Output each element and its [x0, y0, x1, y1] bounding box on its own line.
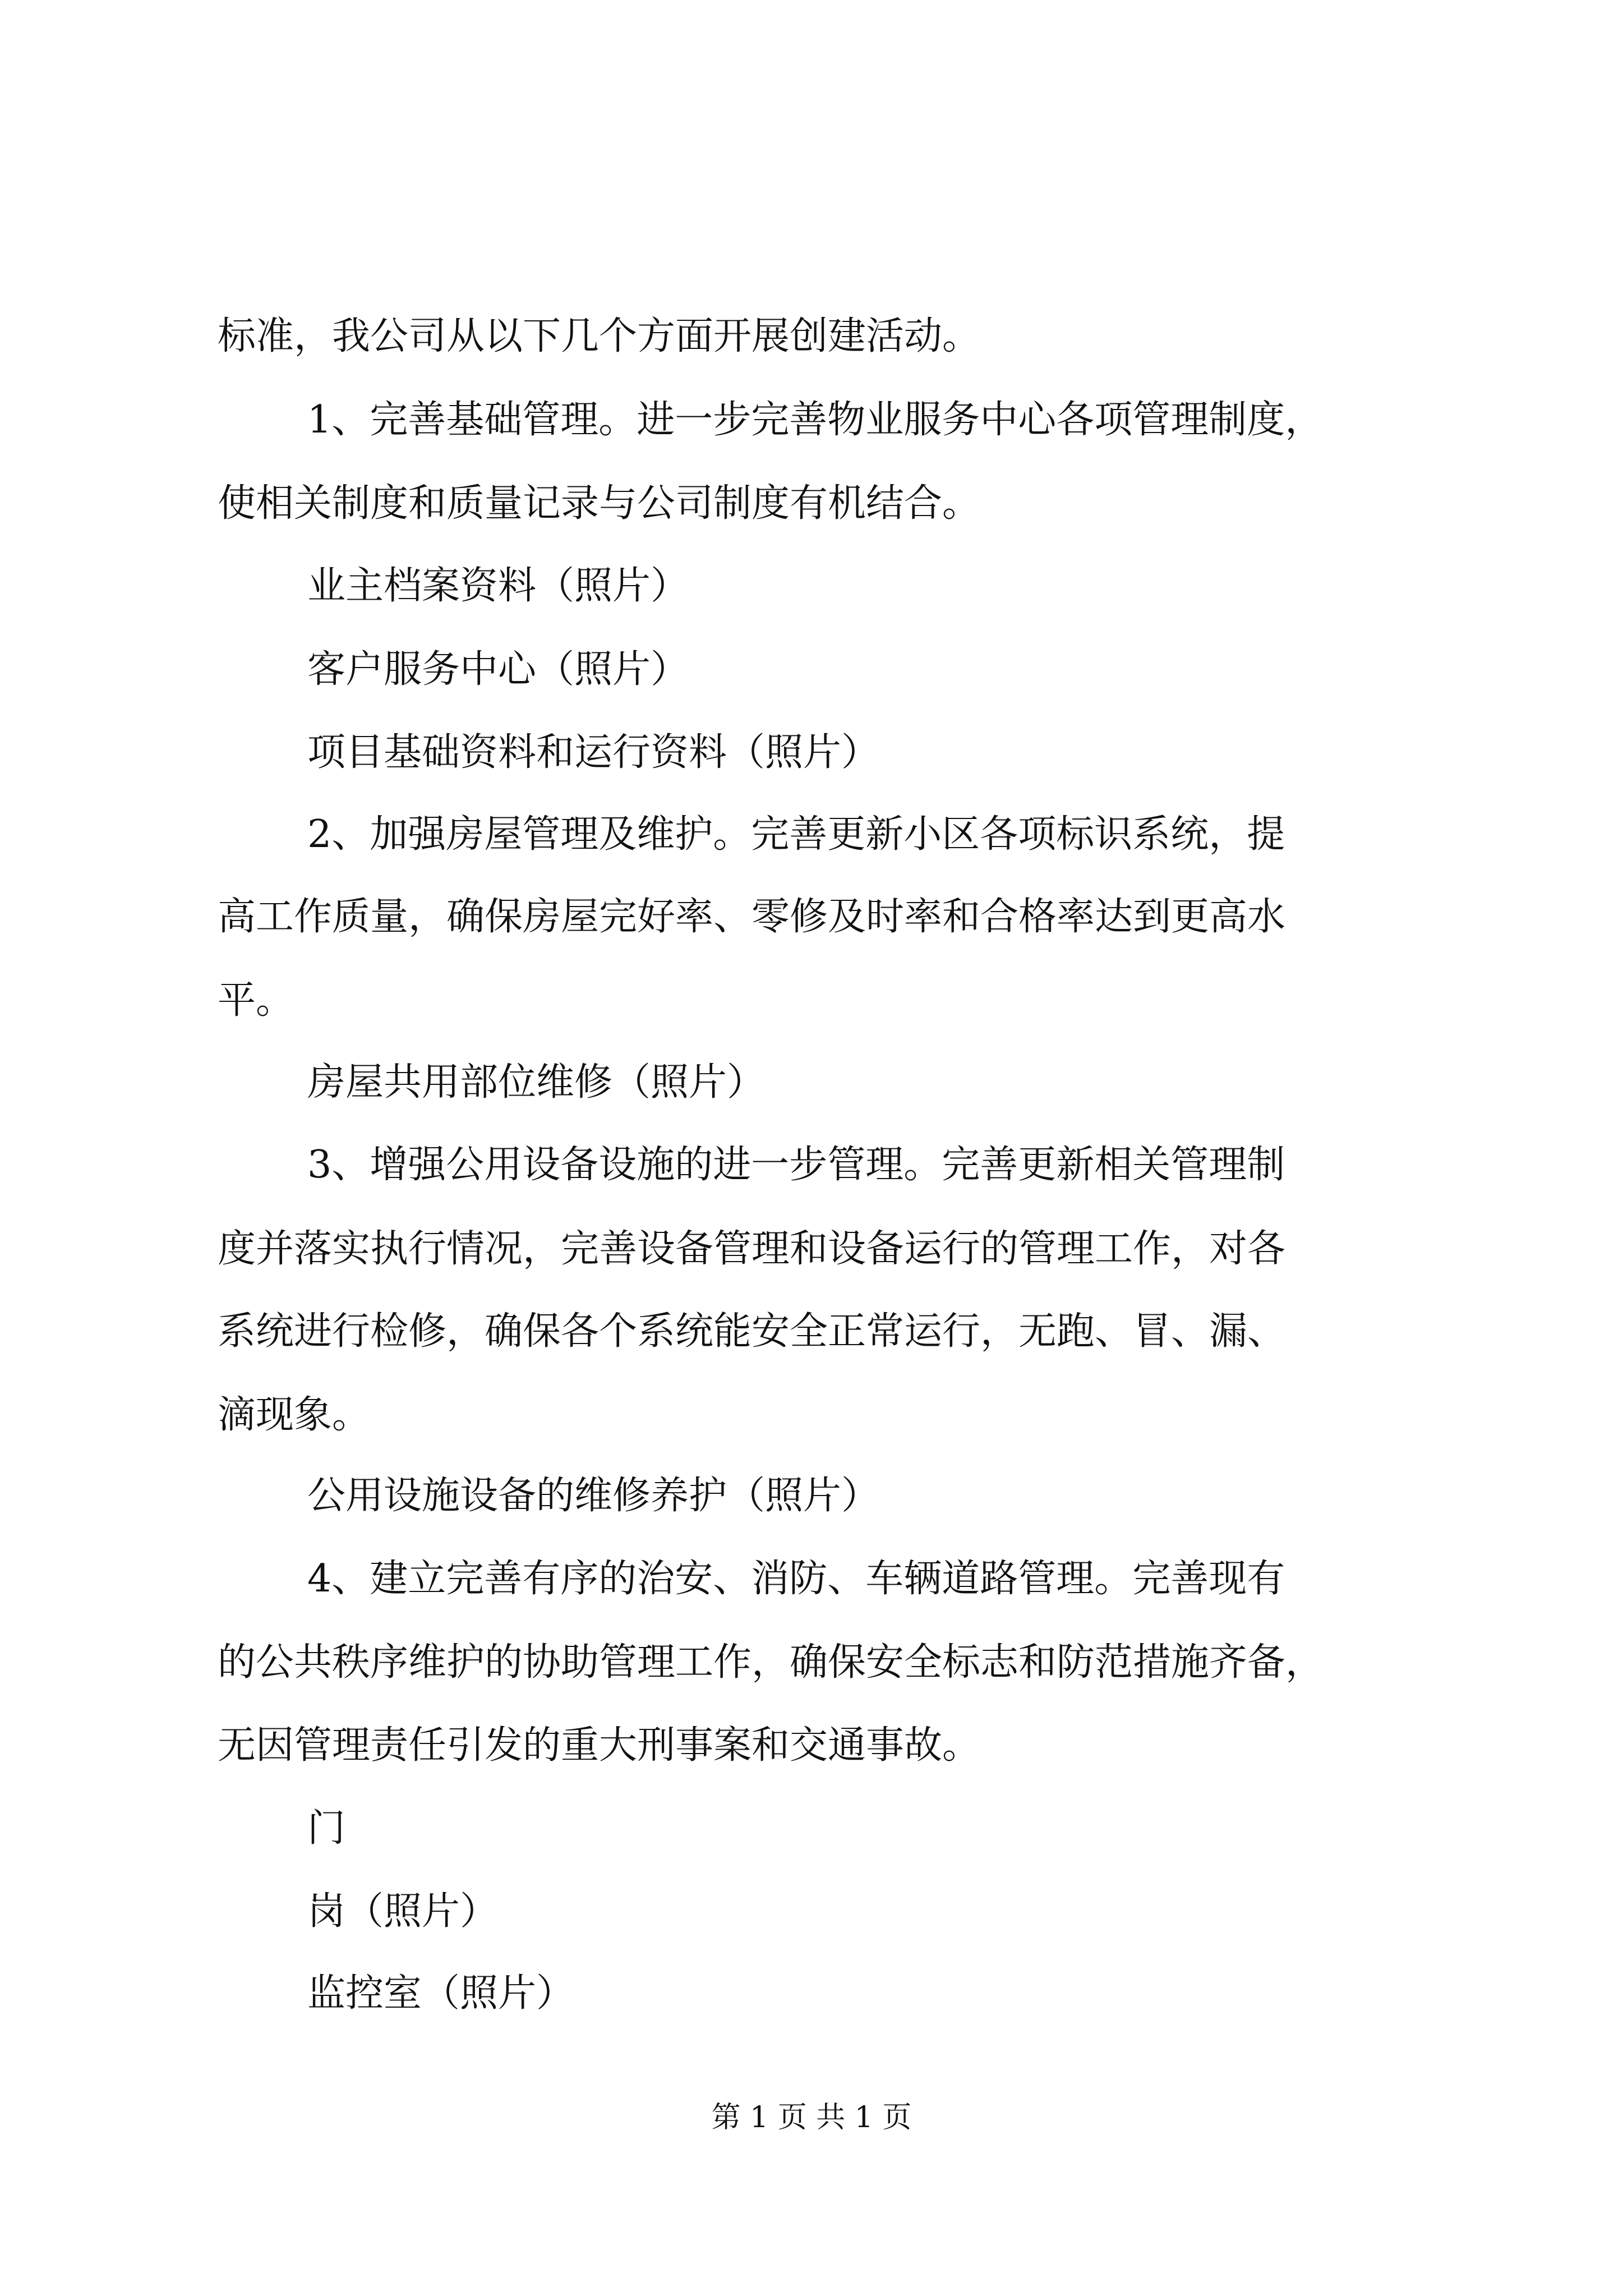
- text-line: 公用设施设备的维修养护（照片）: [307, 1474, 880, 1518]
- text-line: 的公共秩序维护的协助管理工作，确保安全标志和防范措施齐备，: [218, 1640, 1324, 1685]
- text-line: 2、加强房屋管理及维护。完善更新小区各项标识系统，提: [307, 812, 1285, 857]
- text-line: 客户服务中心（照片）: [307, 647, 689, 692]
- page-footer: 第 1 页 共 1 页: [711, 2101, 912, 2134]
- text-line: 滴现象。: [218, 1393, 371, 1437]
- text-line: 项目基础资料和运行资料（照片）: [307, 730, 880, 775]
- text-line: 平。: [218, 978, 294, 1023]
- text-line: 高工作质量，确保房屋完好率、零修及时率和合格率达到更高水: [218, 895, 1286, 939]
- text-line: 门: [307, 1806, 346, 1851]
- text-line: 使相关制度和质量记录与公司制度有机结合。: [218, 481, 981, 526]
- text-line: 岗（照片）: [307, 1889, 499, 1934]
- text-line: 业主档案资料（照片）: [307, 564, 689, 608]
- text-line: 监控室（照片）: [307, 1971, 575, 2016]
- text-line: 度并落实执行情况，完善设备管理和设备运行的管理工作，对各: [218, 1227, 1286, 1271]
- text-line: 1、完善基础管理。进一步完善物业服务中心各项管理制度，: [307, 398, 1324, 442]
- text-line: 标准，我公司从以下几个方面开展创建活动。: [218, 314, 981, 358]
- text-line: 4、建立完善有序的治安、消防、车辆道路管理。完善现有: [307, 1557, 1285, 1601]
- text-line: 房屋共用部位维修（照片）: [307, 1060, 766, 1105]
- text-line: 无因管理责任引发的重大刑事案和交通事故。: [218, 1723, 981, 1768]
- text-line: 系统进行检修，确保各个系统能安全正常运行，无跑、冒、漏、: [218, 1309, 1286, 1354]
- text-line: 3、增强公用设备设施的进一步管理。完善更新相关管理制: [307, 1143, 1285, 1187]
